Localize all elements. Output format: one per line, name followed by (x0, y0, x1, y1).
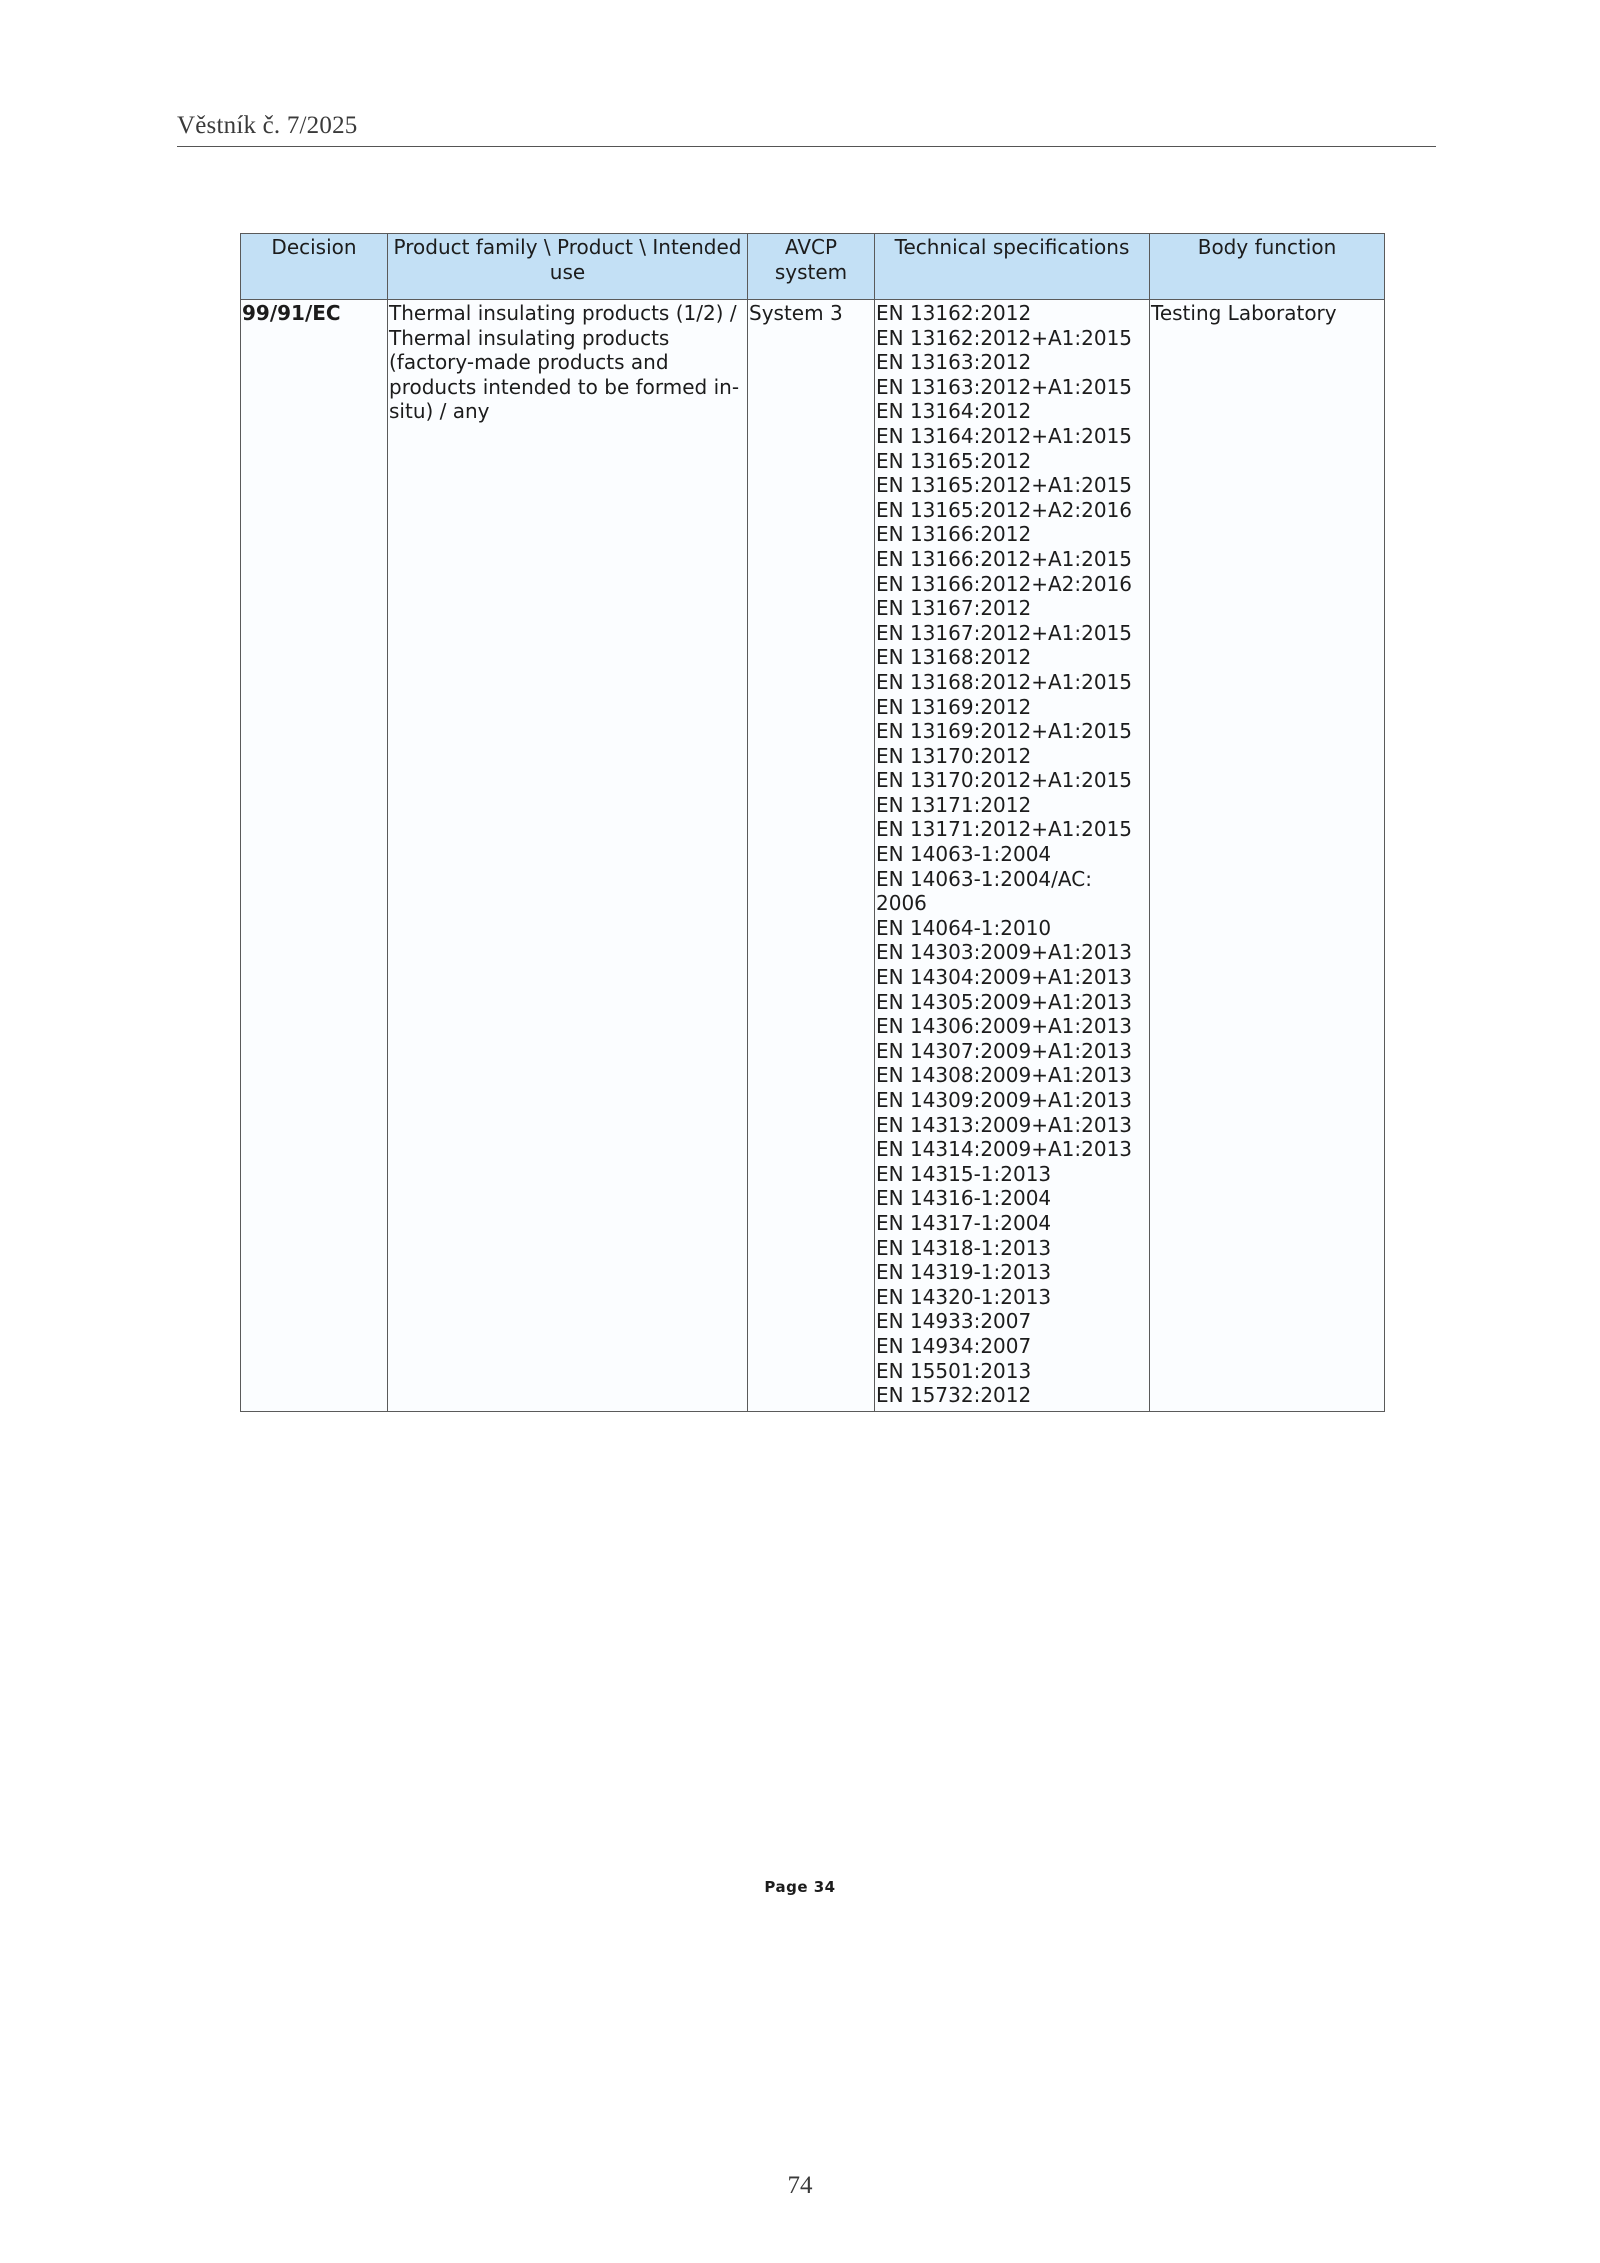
specification-item: EN 13162:2012 (876, 301, 1032, 325)
specification-item: EN 14303:2009+A1:2013 (876, 940, 1133, 965)
specification-item: EN 14304:2009+A1:2013 (876, 965, 1133, 990)
column-header-decision: Decision (241, 234, 388, 300)
specification-item: EN 13165:2012+A1:2015 (876, 473, 1133, 498)
product-family-value: Thermal insulating products (1/2) / Thermal insulating products (factory-made products and products intended to be formed in-situ) / any (389, 301, 740, 424)
running-header-title: Věstník č. 7/2025 (177, 112, 358, 139)
specification-item: EN 14934:2007 (876, 1333, 1032, 1358)
specification-item: EN 13166:2012+A1:2015 (876, 546, 1133, 571)
specification-item: EN 13165:2012 (876, 448, 1032, 473)
specification-item: EN 15501:2013 (876, 1358, 1032, 1383)
specification-item: EN 13170:2012 (876, 743, 1032, 768)
specification-item: EN 14318-1:2013 (876, 1235, 1052, 1260)
specification-item: EN 14320-1:2013 (876, 1284, 1052, 1309)
specification-item: EN 13171:2012 (876, 792, 1032, 817)
product-family-cell (388, 300, 748, 1412)
decision-cell (241, 300, 388, 1412)
specification-item: EN 13164:2012+A1:2015 (876, 423, 1133, 448)
specification-list (875, 301, 1149, 1408)
decision-table (240, 233, 1385, 1412)
specification-item: EN 13162:2012+A1:2015 (876, 325, 1133, 350)
specification-item: EN 14315-1:2013 (876, 1161, 1052, 1186)
column-header-product-family: Product family \ Product \ Intended use (388, 234, 748, 300)
avcp-system-value: System 3 (749, 301, 843, 325)
specification-item: EN 13165:2012+A2:2016 (876, 497, 1133, 522)
specification-item: EN 13167:2012 (876, 596, 1032, 621)
specification-item: EN 15732:2012 (876, 1383, 1032, 1408)
specification-item: EN 14316-1:2004 (876, 1186, 1052, 1211)
specification-item: EN 13169:2012 (876, 694, 1032, 719)
specification-item: EN 13166:2012+A2:2016 (876, 571, 1133, 596)
specification-item: EN 14317-1:2004 (876, 1210, 1052, 1235)
specification-item: EN 13171:2012+A1:2015 (876, 817, 1133, 842)
specification-item: EN 13163:2012+A1:2015 (876, 374, 1133, 399)
header-rule (177, 146, 1436, 147)
table-body (241, 300, 1385, 1412)
specification-item: EN 13169:2012+A1:2015 (876, 719, 1133, 744)
specification-item: EN 13163:2012 (876, 350, 1032, 375)
specification-item: EN 14313:2009+A1:2013 (876, 1112, 1133, 1137)
specification-item: EN 14309:2009+A1:2013 (876, 1088, 1133, 1112)
specification-item: EN 14308:2009+A1:2013 (876, 1063, 1133, 1088)
specification-item: EN 14306:2009+A1:2013 (876, 1014, 1133, 1039)
column-header-body-function: Body function (1150, 234, 1385, 300)
specification-item: EN 14319-1:2013 (876, 1260, 1052, 1285)
specification-item: EN 13167:2012+A1:2015 (876, 620, 1133, 645)
table-row (241, 300, 1385, 1412)
specification-item: EN 14307:2009+A1:2013 (876, 1038, 1133, 1063)
column-header-technical-specifications: Technical specifications (875, 234, 1150, 300)
technical-specifications-cell (875, 300, 1150, 1412)
page-label: Page 34 (764, 1878, 836, 1896)
specification-item: EN 13164:2012 (876, 399, 1032, 424)
specification-item: EN 14064-1:2010 (876, 915, 1052, 940)
specification-item: EN 13168:2012+A1:2015 (876, 669, 1133, 694)
avcp-system-cell (748, 300, 875, 1412)
specification-item: EN 14063-1:2004 (876, 842, 1052, 867)
column-header-avcp-system: AVCP system (748, 234, 875, 300)
page-number: 74 (787, 2172, 813, 2199)
table-header (241, 234, 1385, 300)
specification-item: EN 13170:2012+A1:2015 (876, 768, 1133, 793)
specification-item: EN 14314:2009+A1:2013 (876, 1137, 1133, 1162)
body-function-value: Testing Laboratory (1151, 301, 1337, 325)
specification-item: EN 14933:2007 (876, 1309, 1032, 1334)
specification-item: EN 13166:2012 (876, 522, 1032, 547)
table-header-row (241, 234, 1385, 300)
specification-item: EN 14305:2009+A1:2013 (876, 989, 1133, 1014)
decision-value: 99/91/EC (242, 301, 341, 325)
specification-item: EN 14063-1:2004/AC: 2006 (876, 866, 1092, 916)
specification-item: EN 13168:2012 (876, 645, 1032, 670)
body-function-cell (1150, 300, 1385, 1412)
